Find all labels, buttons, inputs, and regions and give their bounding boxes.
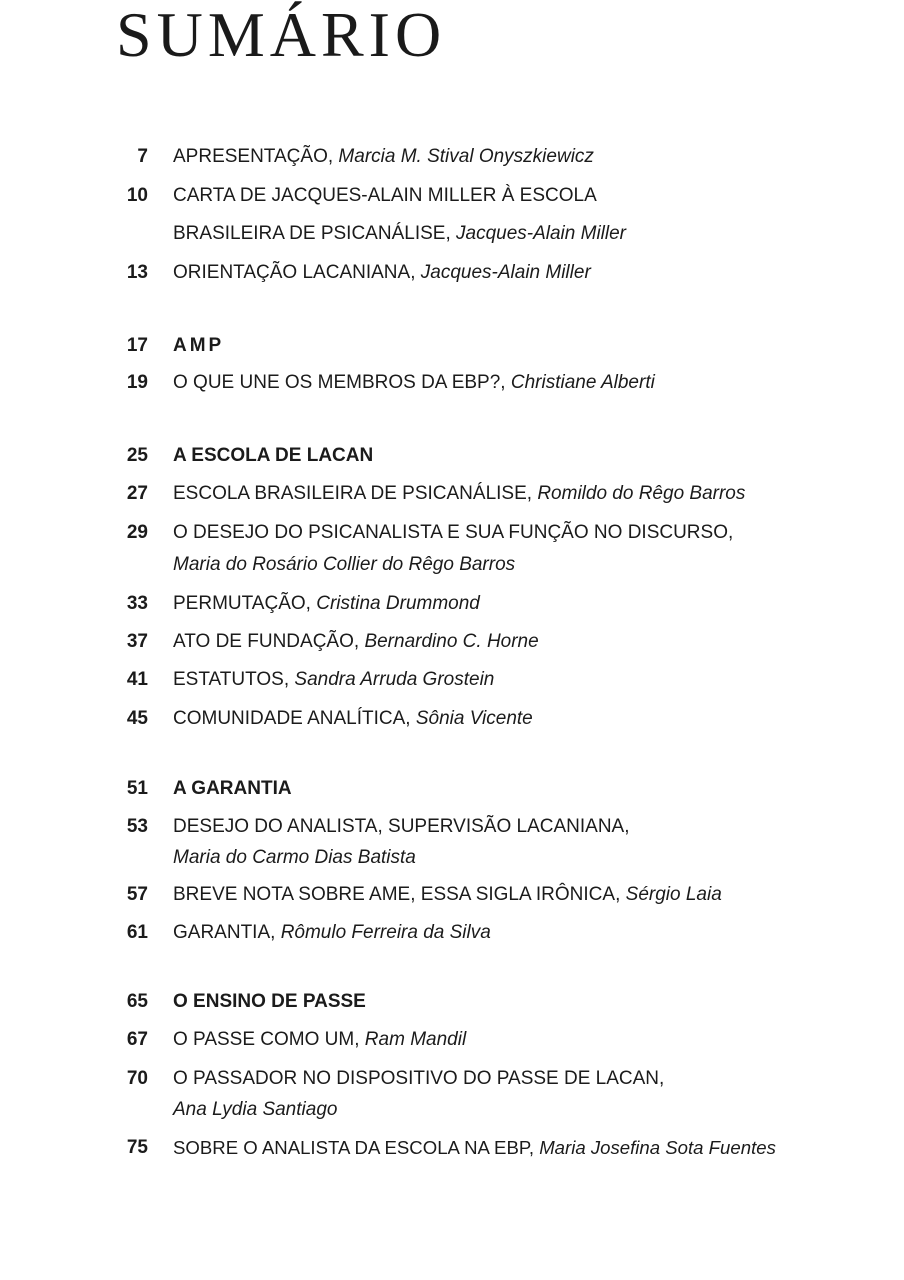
entry-title: GARANTIA, [173, 922, 276, 943]
page-title: SUMÁRIO [116, 0, 447, 70]
toc-section [0, 987, 904, 1017]
entry-author: Marcia M. Stival Onyszkiewicz [338, 146, 594, 167]
entry-text [173, 1095, 337, 1125]
section-title: AMP [173, 335, 225, 356]
entry-title: O PASSADOR NO DISPOSITIVO DO PASSE DE LACAN, [173, 1068, 665, 1089]
entry-title: ATO DE FUNDAÇÃO, [173, 631, 360, 652]
page-number: 51 [126, 778, 148, 799]
toc-entry [0, 880, 904, 910]
entry-author: Sônia Vicente [415, 708, 533, 729]
entry-text [173, 181, 597, 211]
entry-title: DESEJO DO ANALISTA, SUPERVISÃO LACANIANA, [173, 816, 630, 837]
page-number: 10 [126, 185, 148, 206]
entry-author: Rômulo Ferreira da Silva [280, 922, 491, 943]
toc-entry [0, 1133, 904, 1163]
toc-entry [0, 142, 904, 172]
entry-author: Maria do Rosário Collier do Rêgo Barros [173, 554, 516, 575]
page-number: 25 [126, 445, 148, 466]
page-number: 65 [126, 991, 148, 1012]
toc-entry [0, 368, 904, 398]
page-number: 41 [126, 669, 148, 690]
toc-entry [0, 589, 904, 619]
entry-text [173, 550, 515, 580]
entry-text [173, 665, 494, 695]
entry-title: ESTATUTOS, [173, 669, 290, 690]
entry-title: COMUNIDADE ANALÍTICA, [173, 708, 411, 729]
entry-text [173, 627, 539, 657]
toc-entry [0, 812, 904, 842]
page-number: 33 [126, 593, 148, 614]
page-number: 67 [126, 1029, 148, 1050]
entry-author: Christiane Alberti [510, 372, 655, 393]
page-number: 61 [126, 922, 148, 943]
toc-entry [0, 1064, 904, 1094]
entry-author: Jacques-Alain Miller [420, 262, 591, 283]
page-number: 19 [126, 372, 148, 393]
entry-title: SOBRE O ANALISTA DA ESCOLA NA EBP, [173, 1137, 535, 1158]
toc-entry-continuation [0, 843, 904, 873]
toc-entry [0, 479, 904, 509]
entry-text [173, 704, 533, 734]
page-number: 27 [126, 483, 148, 504]
entry-author: Sérgio Laia [625, 884, 722, 905]
entry-text [173, 843, 416, 873]
toc-section [0, 774, 904, 804]
toc-section [0, 331, 904, 361]
entry-text [173, 1064, 664, 1094]
toc-entry [0, 627, 904, 657]
entry-title: O PASSE COMO UM, [173, 1029, 360, 1050]
section-title: A ESCOLA DE LACAN [173, 445, 374, 466]
entry-author: Ram Mandil [364, 1029, 467, 1050]
entry-author: Jacques-Alain Miller [456, 223, 627, 244]
entry-title: PERMUTAÇÃO, [173, 593, 311, 614]
toc-entry-continuation [0, 1095, 904, 1125]
entry-title: APRESENTAÇÃO, [173, 146, 334, 167]
entry-text [173, 880, 722, 910]
toc-entry-continuation [0, 550, 904, 580]
entry-title: CARTA DE JACQUES-ALAIN MILLER À ESCOLA [173, 185, 597, 206]
entry-text [173, 368, 655, 398]
entry-author: Romildo do Rêgo Barros [537, 483, 746, 504]
page-number: 7 [137, 146, 148, 167]
entry-text [173, 918, 491, 948]
entry-text [173, 1133, 776, 1163]
toc-entry [0, 258, 904, 288]
page-number: 75 [126, 1137, 148, 1158]
entry-title: BRASILEIRA DE PSICANÁLISE, [173, 223, 451, 244]
entry-text [173, 1025, 466, 1055]
entry-author: Bernardino C. Horne [364, 631, 539, 652]
page-number: 13 [126, 262, 148, 283]
toc-entry [0, 1025, 904, 1055]
entry-author: Maria Josefina Sota Fuentes [539, 1137, 776, 1158]
page-number: 45 [126, 708, 148, 729]
entry-text [173, 589, 480, 619]
entry-title: ORIENTAÇÃO LACANIANA, [173, 262, 416, 283]
toc-entry [0, 518, 904, 548]
entry-text [173, 142, 594, 172]
page-number: 53 [126, 816, 148, 837]
toc-entry [0, 665, 904, 695]
entry-author: Maria do Carmo Dias Batista [173, 847, 416, 868]
entry-title: BREVE NOTA SOBRE AME, ESSA SIGLA IRÔNICA, [173, 884, 621, 905]
entry-author: Cristina Drummond [316, 593, 480, 614]
entry-text [173, 518, 733, 548]
toc-entry [0, 704, 904, 734]
entry-author: Sandra Arruda Grostein [294, 669, 495, 690]
entry-text [173, 219, 626, 249]
page-number: 57 [126, 884, 148, 905]
page-number: 70 [126, 1068, 148, 1089]
toc-entry-continuation [0, 219, 904, 249]
entry-text [173, 479, 745, 509]
entry-text [173, 812, 630, 842]
toc-entry [0, 181, 904, 211]
entry-text [173, 258, 591, 288]
entry-title: O QUE UNE OS MEMBROS DA EBP?, [173, 372, 506, 393]
section-title: O ENSINO DE PASSE [173, 991, 366, 1012]
section-title: A GARANTIA [173, 778, 292, 799]
toc-entry [0, 918, 904, 948]
entry-title: O DESEJO DO PSICANALISTA E SUA FUNÇÃO NO DISCURSO, [173, 522, 734, 543]
page-number: 29 [126, 522, 148, 543]
toc-section [0, 441, 904, 471]
page-number: 17 [126, 335, 148, 356]
page-number: 37 [126, 631, 148, 652]
entry-author: Ana Lydia Santiago [173, 1099, 338, 1120]
entry-title: ESCOLA BRASILEIRA DE PSICANÁLISE, [173, 483, 533, 504]
